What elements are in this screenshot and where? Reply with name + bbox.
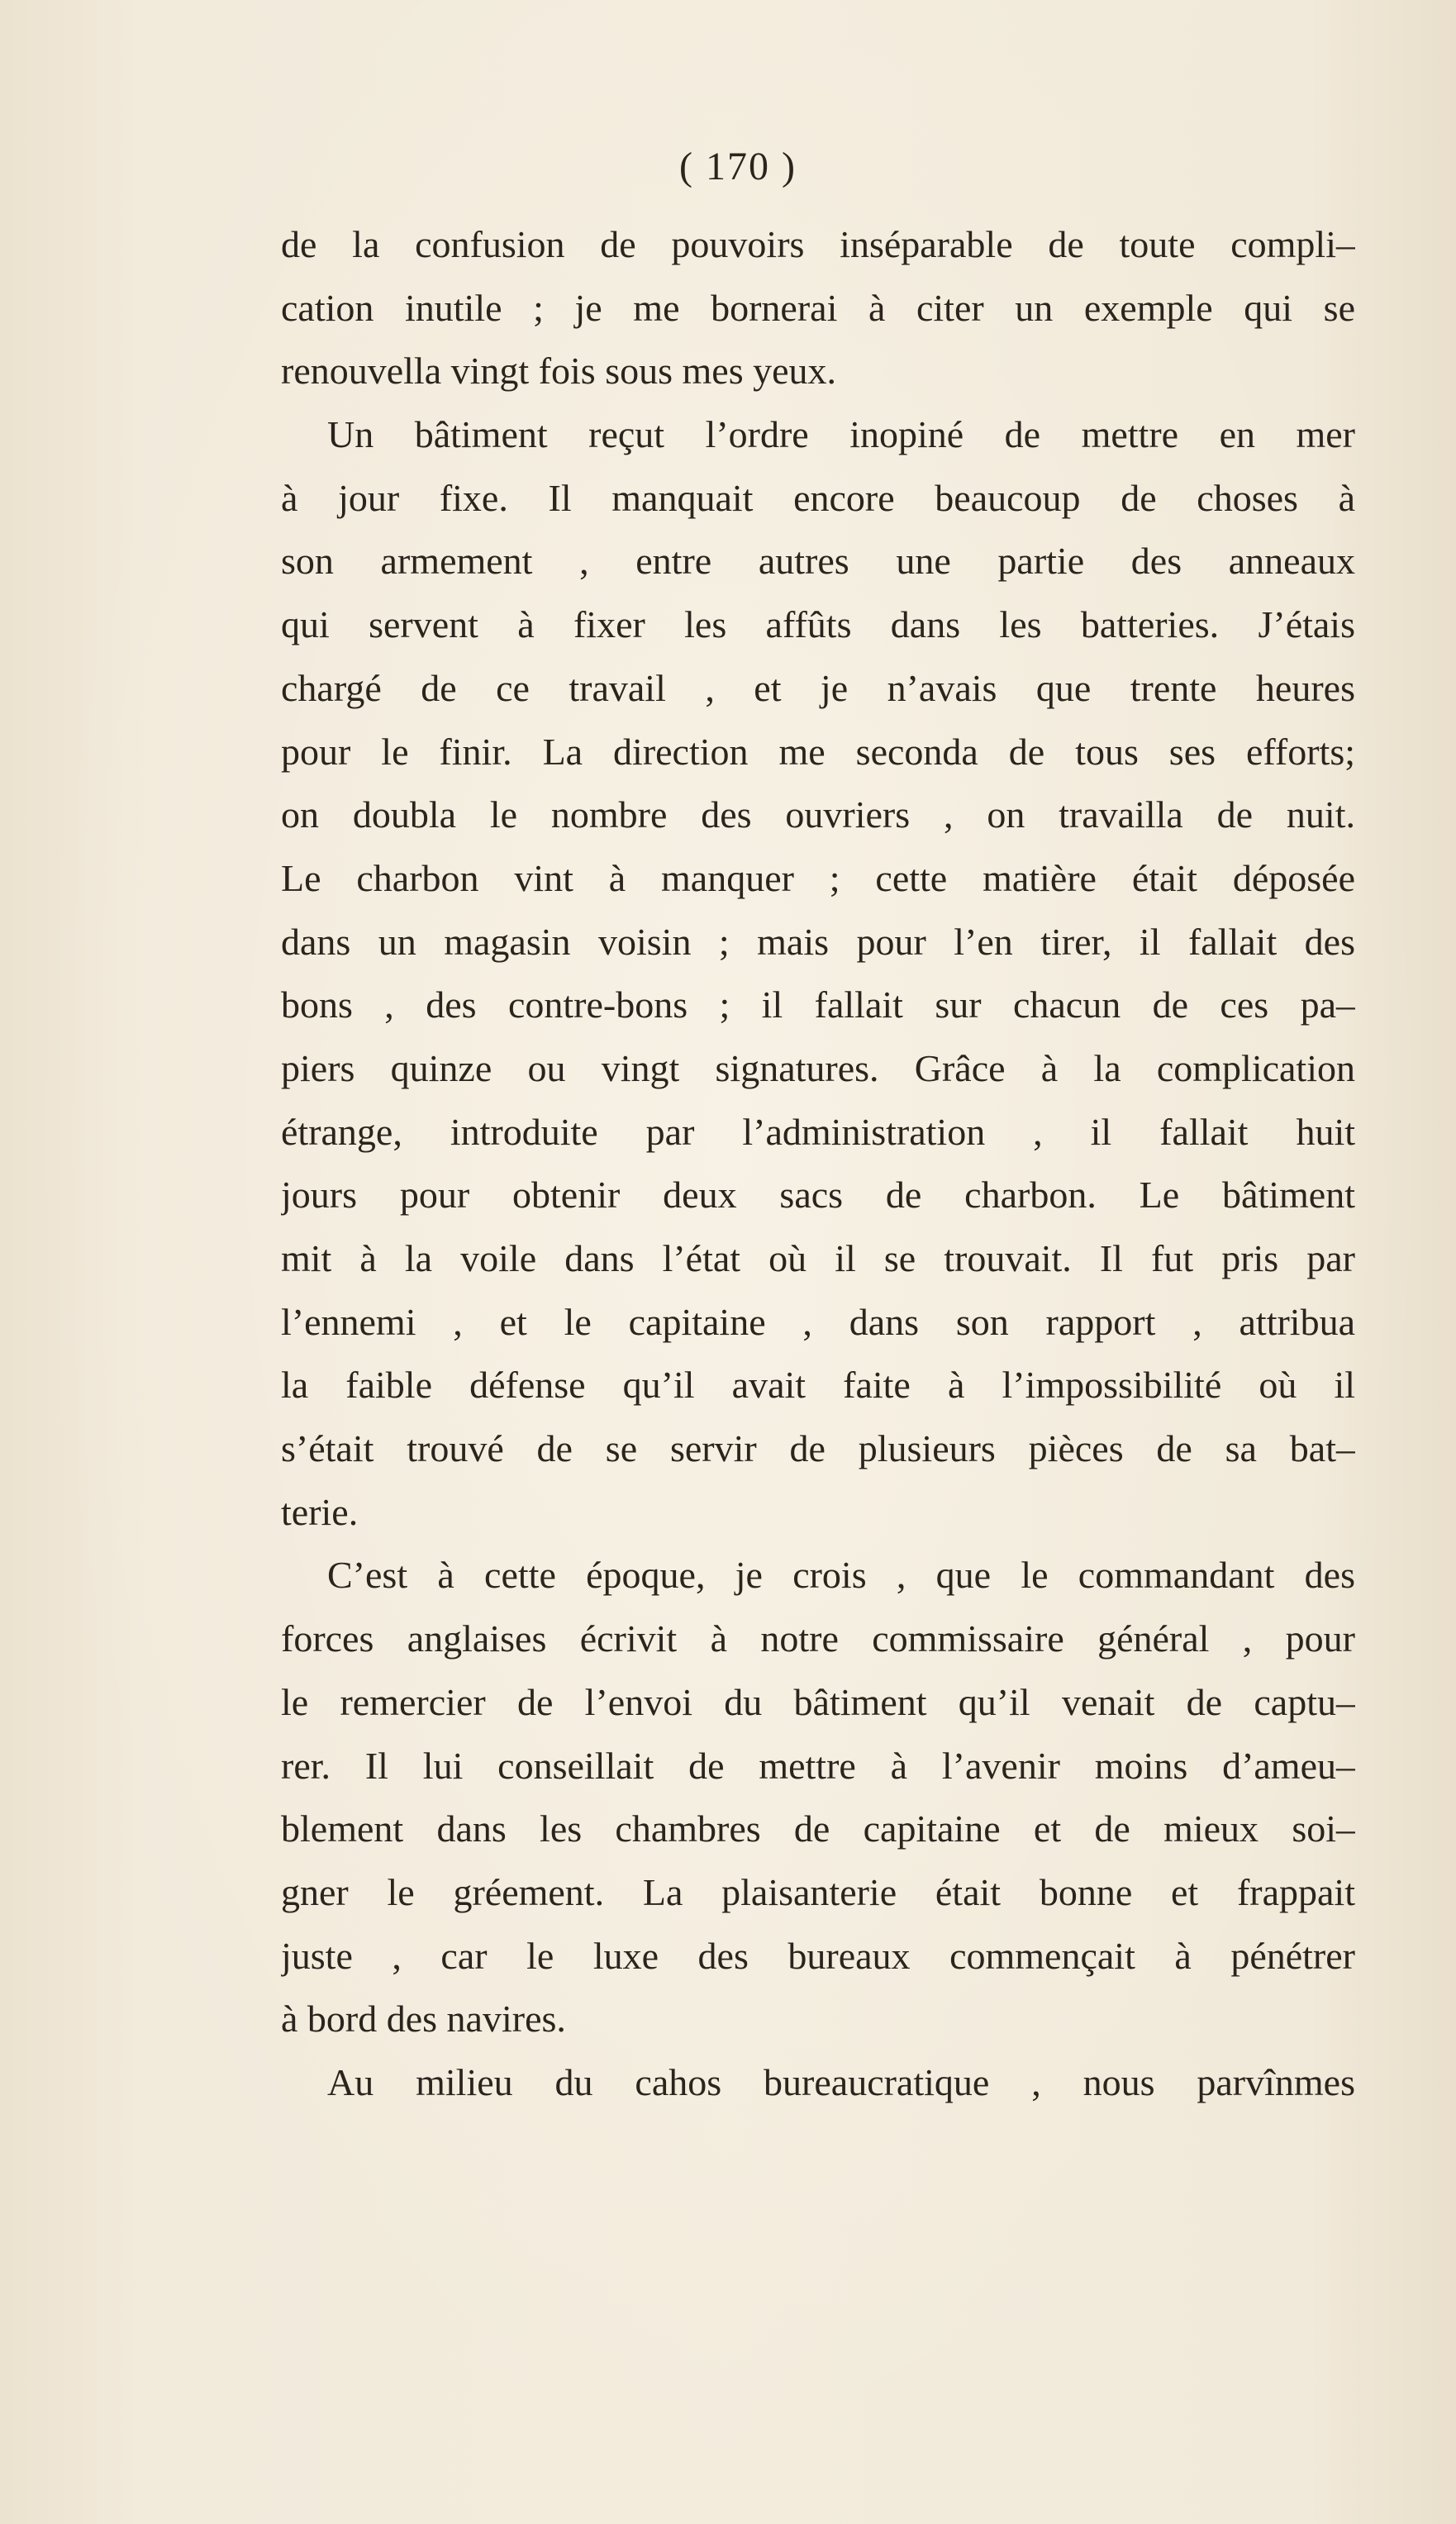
text-line: on doubla le nombre des ouvriers , on travailla de nuit. (281, 793, 1355, 836)
text-line: l’ennemi , et le capitaine , dans son rapport , attribua (281, 1300, 1355, 1343)
body-text (281, 213, 1355, 2115)
text-line: gner le gréement. La plaisanterie était bonne et frappait (281, 1870, 1355, 1913)
text-line: qui servent à fixer les affûts dans les batteries. J’étais (281, 603, 1355, 646)
text-line: dans un magasin voisin ; mais pour l’en tirer, il fallait des (281, 920, 1355, 963)
text-line: piers quinze ou vingt signatures. Grâce à la complication (281, 1046, 1355, 1089)
text-line: étrange, introduite par l’administration , il fallait huit (281, 1110, 1355, 1153)
text-line: C’est à cette époque, je crois , que le commandant des (327, 1554, 1355, 1597)
text-line: Le charbon vint à manquer ; cette matière était déposée (281, 856, 1355, 899)
text-line: à bord des navires. (281, 1998, 566, 2041)
text-line: chargé de ce travail , et je n’avais que trente heures (281, 666, 1355, 709)
text-line: blement dans les chambres de capitaine et de mieux soi– (281, 1807, 1355, 1850)
text-line: s’était trouvé de se servir de plusieurs pièces de sa bat– (281, 1427, 1355, 1470)
text-line: pour le finir. La direction me seconda de tous ses efforts; (281, 730, 1355, 773)
text-line: le remercier de l’envoi du bâtiment qu’il venait de captu– (281, 1680, 1355, 1723)
text-line: jours pour obtenir deux sacs de charbon. Le bâtiment (281, 1174, 1355, 1217)
text-line: de la confusion de pouvoirs inséparable de toute compli– (281, 223, 1355, 265)
text-line: à jour fixe. Il manquait encore beaucoup de choses à (281, 476, 1355, 519)
page-number: ( 170 ) (679, 145, 797, 188)
text-line: bons , des contre-bons ; il fallait sur chacun de ces pa– (281, 983, 1355, 1026)
text-line: cation inutile ; je me bornerai à citer un exemple qui se (281, 286, 1355, 329)
text-line: Un bâtiment reçut l’ordre inopiné de mettre en mer (327, 413, 1355, 456)
text-line: renouvella vingt fois sous mes yeux. (281, 350, 837, 393)
text-line: juste , car le luxe des bureaux commençait à pénétrer (281, 1934, 1355, 1977)
text-line: la faible défense qu’il avait faite à l’impossibilité où il (281, 1364, 1355, 1407)
text-line: forces anglaises écrivit à notre commissaire général , pour (281, 1617, 1355, 1660)
text-line: Au milieu du cahos bureaucratique , nous parvînmes (327, 2060, 1355, 2103)
text-line: terie. (281, 1490, 359, 1533)
text-line: rer. Il lui conseillait de mettre à l’avenir moins d’ameu– (281, 1744, 1355, 1787)
text-line: mit à la voile dans l’état où il se trouvait. Il fut pris par (281, 1237, 1355, 1279)
text-line: son armement , entre autres une partie des anneaux (281, 540, 1355, 583)
